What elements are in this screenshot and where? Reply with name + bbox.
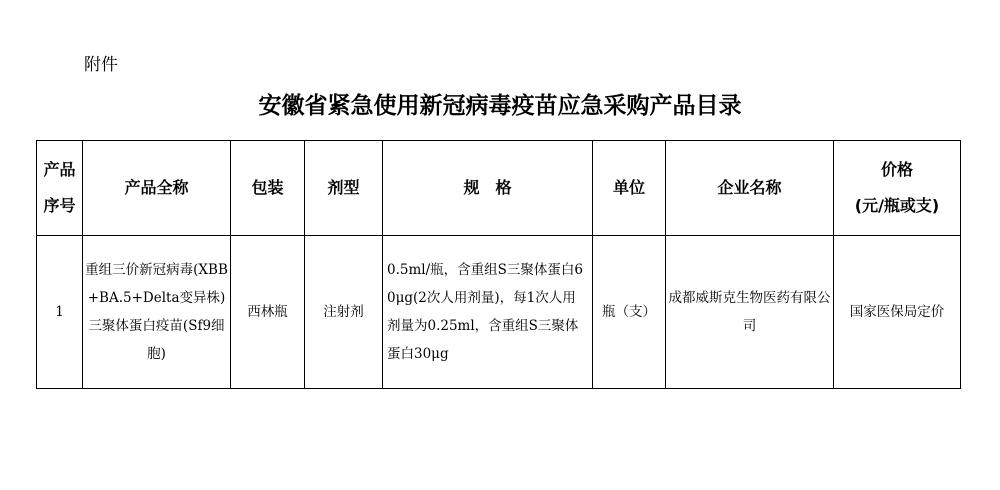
header-serial <box>37 141 83 236</box>
header-product-name: 产品全称 <box>83 141 231 236</box>
header-price-line2: (元/瓶或支) <box>854 196 940 215</box>
header-packaging: 包装 <box>231 141 305 236</box>
page-title: 安徽省紧急使用新冠病毒疫苗应急采购产品目录 <box>258 93 742 119</box>
cell-company <box>666 236 834 389</box>
header-specification: 规 格 <box>383 141 593 236</box>
cell-unit: 瓶（支） <box>593 236 666 389</box>
header-serial-line2: 序号 <box>43 196 76 215</box>
cell-product-name <box>83 236 231 389</box>
header-dosage-form: 剂型 <box>305 141 383 236</box>
header-serial-line1: 产品 <box>43 160 76 179</box>
cell-specification-text: 0.5ml/瓶，含重组S三聚体蛋白60μg(2次人用剂量)，每1次人用剂量为0.25ml，含重组S三聚体蛋白30μg <box>387 262 583 362</box>
cell-packaging: 西林瓶 <box>231 236 305 389</box>
table-header-row <box>37 141 961 236</box>
product-catalog-table <box>36 140 961 389</box>
cell-specification <box>383 236 593 389</box>
header-unit: 单位 <box>593 141 666 236</box>
cell-company-text: 成都威斯克生物医药有限公司 <box>668 290 831 334</box>
table-row <box>37 236 961 389</box>
cell-product-name-text: 重组三价新冠病毒(XBB+BA.5+Delta变异株)三聚体蛋白疫苗(Sf9细胞) <box>85 262 228 362</box>
header-price-line1: 价格 <box>880 160 913 179</box>
cell-price: 国家医保局定价 <box>834 236 961 389</box>
attachment-label: 附件 <box>84 55 118 75</box>
header-price <box>834 141 961 236</box>
cell-serial: 1 <box>37 236 83 389</box>
cell-dosage-form: 注射剂 <box>305 236 383 389</box>
header-company: 企业名称 <box>666 141 834 236</box>
